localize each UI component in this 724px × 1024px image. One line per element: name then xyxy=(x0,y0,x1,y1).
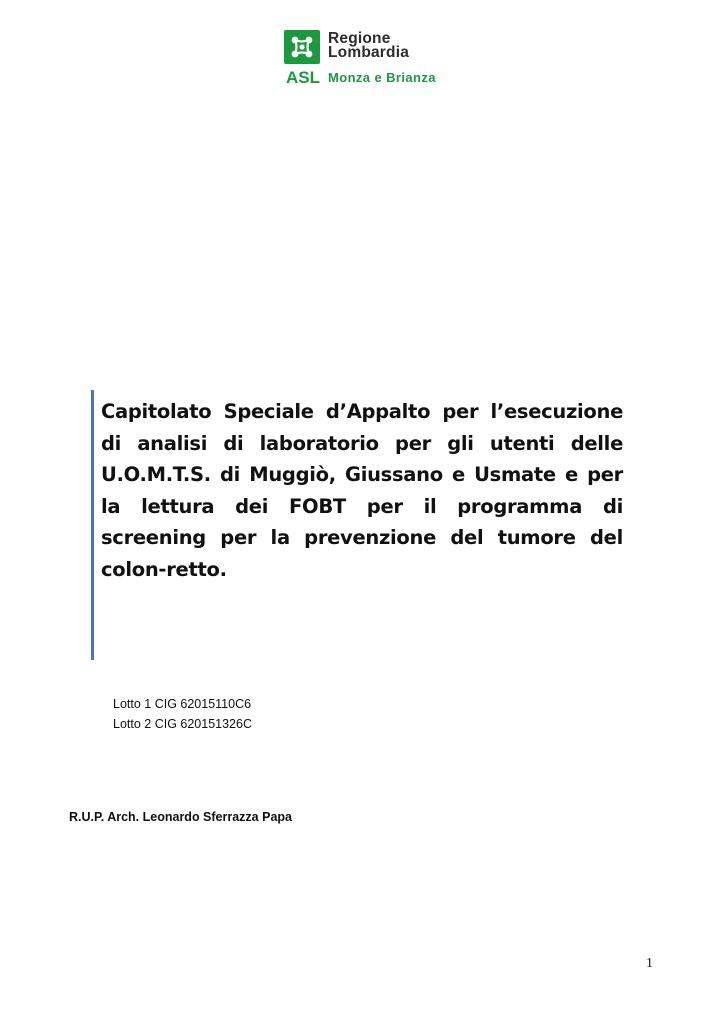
asl-label: ASL xyxy=(286,68,320,87)
lot-item: Lotto 1 CIG 62015110C6 xyxy=(113,697,252,711)
lot-item: Lotto 2 CIG 620151326C xyxy=(113,717,252,731)
document-title: Capitolato Speciale d’Appalto per l’esecuzione di analisi di laboratorio per gli utenti delle U.O.M.T.S. di Muggiò, Giussano e Usmate e per la lettura dei FOBT per il programma di screening per la prevenzione del tumore del colon-retto. xyxy=(101,400,623,581)
asl-area: Monza e Brianza xyxy=(328,70,436,85)
title-accent-bar xyxy=(91,390,94,660)
lots-list xyxy=(113,694,252,734)
rosa-camuna-icon xyxy=(284,30,320,64)
page-number: 1 xyxy=(646,956,653,971)
regione-lombardia-logo xyxy=(284,30,484,90)
region-name: Regione Lombardia xyxy=(328,30,410,61)
rup-line: R.U.P. Arch. Leonardo Sferrazza Papa xyxy=(69,810,292,824)
